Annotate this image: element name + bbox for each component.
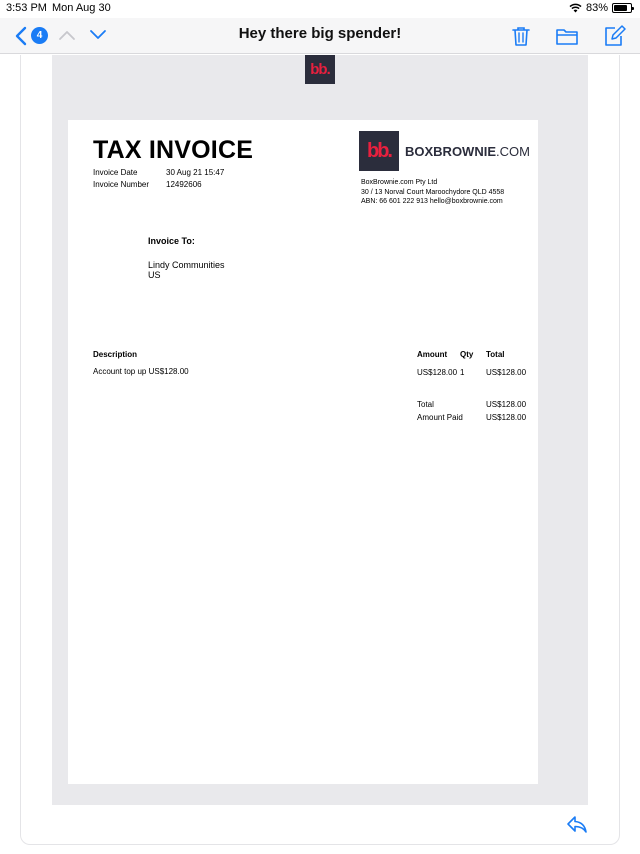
brand-name-bold: BOXBROWNIE xyxy=(405,144,496,159)
invoice-number-label: Invoice Number xyxy=(93,180,150,189)
company-details xyxy=(361,178,504,207)
summary-paid-value: US$128.00 xyxy=(486,413,527,422)
battery-icon xyxy=(612,3,632,13)
chevron-left-icon[interactable] xyxy=(14,26,28,46)
col-header-total: Total xyxy=(486,350,505,359)
message-subject-title: Hey there big spender! xyxy=(238,25,402,42)
trash-icon[interactable] xyxy=(509,24,533,48)
bill-to-block xyxy=(148,236,225,280)
sender-logo: bb. xyxy=(305,55,335,84)
col-header-description: Description xyxy=(93,350,138,359)
invoice-number-value: 12492606 xyxy=(166,180,202,189)
invoice-date-value: 30 Aug 21 15:47 xyxy=(166,168,225,177)
invoice-page xyxy=(68,120,538,784)
folder-icon[interactable] xyxy=(555,24,579,48)
col-header-qty: Qty xyxy=(460,350,474,359)
reply-icon[interactable] xyxy=(566,814,588,834)
status-right xyxy=(569,2,632,14)
status-bar xyxy=(0,0,640,18)
invoice-date-label: Invoice Date xyxy=(93,168,138,177)
chevron-down-icon[interactable] xyxy=(89,28,107,42)
brand-logo-mark: bb. xyxy=(359,131,399,171)
company-line: BoxBrownie.com Pty Ltd xyxy=(361,179,438,186)
summary-paid-label: Amount Paid xyxy=(417,413,463,422)
brand-name xyxy=(405,144,530,159)
company-line: ABN: 66 601 222 913 hello@boxbrownie.com xyxy=(361,198,503,205)
brand-name-suffix: .COM xyxy=(496,144,530,159)
mail-toolbar xyxy=(0,18,640,54)
bill-to-line: Lindy Communities xyxy=(148,260,225,270)
unread-count-badge[interactable]: 4 xyxy=(31,27,48,44)
bill-to-heading: Invoice To: xyxy=(148,236,195,246)
line-item-amount: US$128.00 xyxy=(417,368,458,377)
summary-total-label: Total xyxy=(417,400,434,409)
wifi-icon xyxy=(569,3,582,13)
status-date: Mon Aug 30 xyxy=(52,2,111,14)
compose-icon[interactable] xyxy=(602,24,626,48)
brand-logo xyxy=(359,131,530,171)
line-item-qty: 1 xyxy=(460,368,465,377)
bill-to-line: US xyxy=(148,270,161,280)
company-line: 30 / 13 Norval Court Maroochydore QLD 4558 xyxy=(361,188,505,196)
summary-total-value: US$128.00 xyxy=(486,400,527,409)
battery-percent: 83% xyxy=(585,2,608,14)
line-item-description: Account top up US$128.00 xyxy=(93,367,189,376)
status-time: 3:53 PM xyxy=(6,2,47,14)
col-header-amount: Amount xyxy=(417,350,448,359)
invoice-title: TAX INVOICE xyxy=(93,136,254,164)
chevron-up-icon[interactable] xyxy=(58,28,76,42)
line-item-total: US$128.00 xyxy=(486,368,527,377)
